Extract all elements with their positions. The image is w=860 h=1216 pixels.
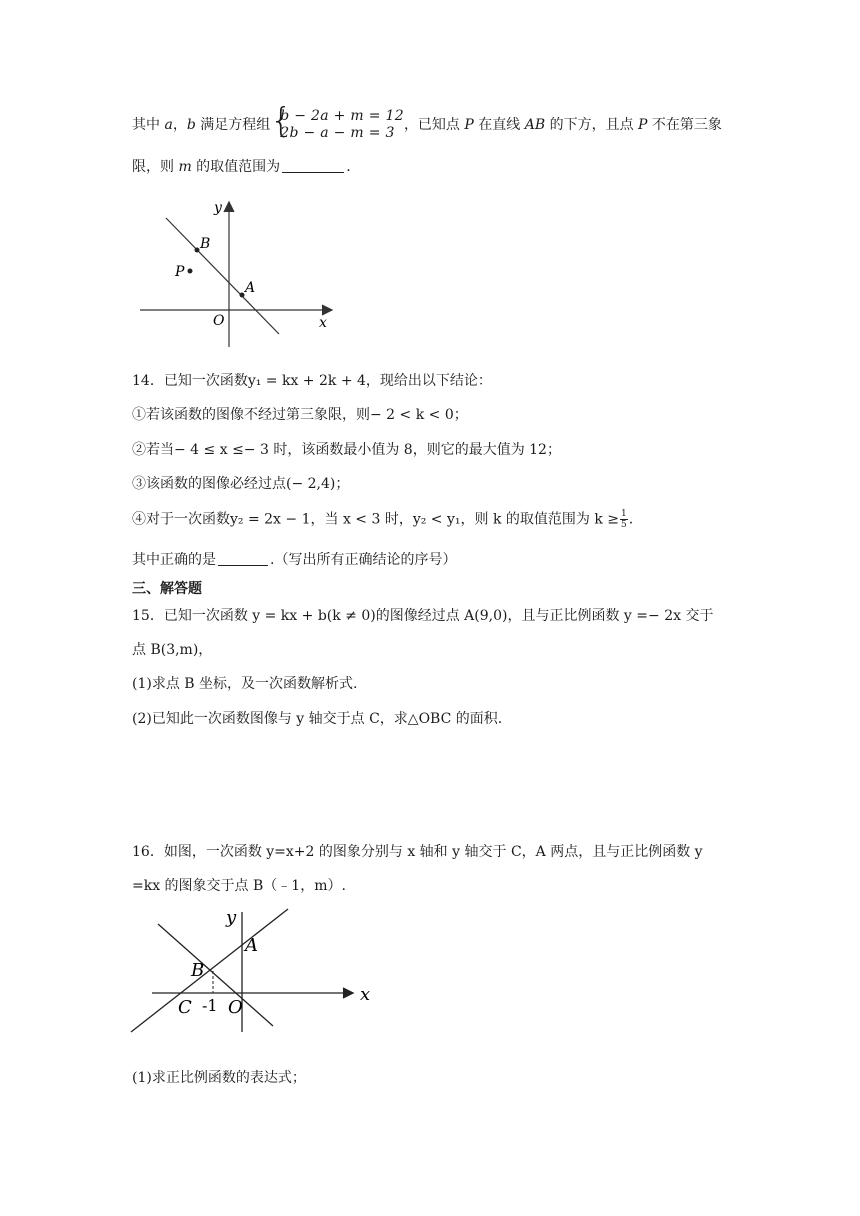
- q16-label-y: y: [226, 907, 237, 928]
- equation-1: b − 2a + m = 12: [280, 108, 404, 124]
- q14-stem: 14．已知一次函数y₁ = kx + 2k + 4，现给出以下结论：: [132, 373, 492, 389]
- q13-label-B: B: [200, 236, 211, 252]
- q16-label-O: O: [228, 997, 243, 1018]
- q13-line1-e: 的下方，且点: [545, 117, 639, 133]
- q16-label-neg1: -1: [202, 996, 218, 1015]
- q13-line1-c: ，已知点: [403, 117, 465, 133]
- q13-var-AB: AB: [524, 117, 546, 133]
- q16-label-A: A: [245, 935, 258, 956]
- q13-point-P: [188, 269, 193, 274]
- equation-2: 2b − a − m = 3: [280, 125, 395, 141]
- q13-answer-blank[interactable]: [282, 158, 344, 173]
- q13-label-y: y: [214, 200, 222, 216]
- fraction-one-fifth: $\frac{1}{5}$: [621, 509, 627, 530]
- q14-answer-a: 其中正确的是: [132, 552, 216, 568]
- q16-figure: [128, 906, 378, 1041]
- q13-line1-f: 不在第三象: [647, 117, 722, 133]
- q13-var-b: b: [186, 117, 196, 133]
- q15-part1: (1)求点 B 坐标，及一次函数解析式.: [132, 676, 358, 692]
- q13-label-O: O: [213, 313, 225, 329]
- q13-text-line2: [132, 157, 351, 177]
- q13-var-m: m: [178, 159, 192, 175]
- q14-c4-end: .: [628, 511, 634, 528]
- q14-answer-blank[interactable]: [218, 551, 268, 566]
- q14-answer-b: .（写出所有正确结论的序号）: [270, 552, 457, 568]
- q14-answer-line: [132, 550, 456, 570]
- q13-var-a: a: [164, 117, 173, 133]
- q14-conclusion-4: [132, 509, 633, 530]
- q14-c4-text: ④对于一次函数y₂ = 2x − 1，当 x < 3 时，y₂ < y₁，则 k 的取值范围为 k ≥: [132, 511, 619, 528]
- q16-x-arrow: [343, 988, 353, 998]
- q13-point-A: [240, 293, 245, 298]
- q14-conclusion-2: ②若当− 4 ≤ x ≤− 3 时，该函数最小值为 8，则它的最大值为 12；: [132, 442, 561, 458]
- q13-var-P2: P: [638, 117, 648, 133]
- q13-y-arrow: [224, 202, 234, 212]
- q13-label-P: P: [175, 264, 185, 280]
- q13-line2-b: 的取值范围为: [191, 159, 281, 175]
- q13-text-line1: [132, 101, 722, 142]
- q15-line2: 点 B(3,m)，: [132, 642, 213, 658]
- q13-line1-b: 满足方程组: [195, 117, 271, 133]
- q13-line1-d: 在直线: [473, 117, 525, 133]
- q13-line1-a: 其中: [132, 117, 165, 133]
- q16-label-C: C: [178, 997, 192, 1018]
- q13-line2-a: 限，则: [132, 159, 179, 175]
- section-heading: 三、解答题: [132, 581, 202, 597]
- q16-label-x: x: [360, 984, 371, 1005]
- q15-part2: (2)已知此一次函数图像与 y 轴交于点 C，求△OBC 的面积.: [132, 711, 503, 727]
- q16-part1: (1)求正比例函数的表达式；: [132, 1070, 306, 1086]
- q15-line1: 15．已知一次函数 y = kx + b(k ≠ 0)的图像经过点 A(9,0)，且与正比例函数 y =− 2x 交于: [132, 608, 714, 624]
- q13-var-P: P: [464, 117, 474, 133]
- q16-label-B: B: [191, 960, 205, 981]
- q16-line2: =kx 的图象交于点 B（﹣1，m）.: [132, 878, 346, 894]
- q14-conclusion-3: ③该函数的图像必经过点(− 2,4)；: [132, 476, 350, 492]
- q13-label-A: A: [245, 280, 256, 296]
- q16-line1: 16．如图，一次函数 y=x+2 的图象分别与 x 轴和 y 轴交于 C，A 两点，且与正比例函数 y: [132, 844, 703, 860]
- q13-x-arrow: [322, 305, 332, 315]
- q14-conclusion-1: ①若该函数的图像不经过第三象限，则− 2 < k < 0；: [132, 407, 468, 423]
- q13-label-x: x: [319, 315, 327, 331]
- q13-sep: ，: [172, 117, 187, 133]
- q13-figure: [136, 192, 346, 352]
- equation-system: { b − 2a + m = 12 2b − a − m = 3: [270, 101, 404, 141]
- q13-point-B: [195, 248, 200, 253]
- q13-line2-end: .: [346, 159, 351, 175]
